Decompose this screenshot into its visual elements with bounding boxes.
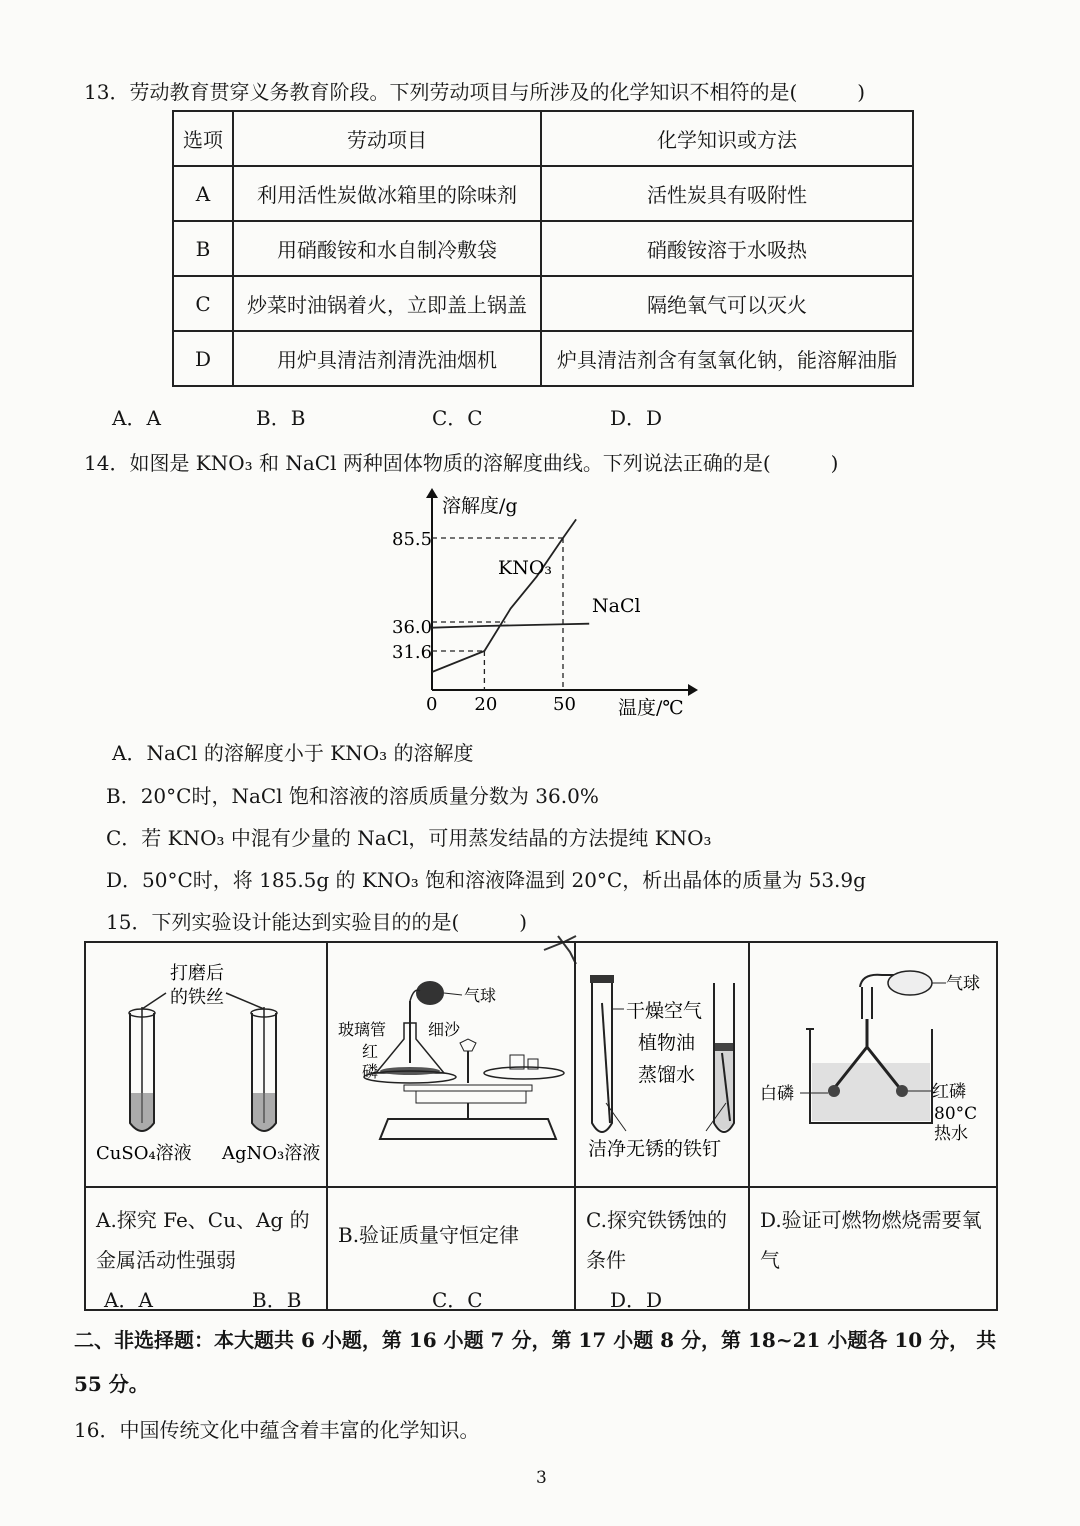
chart-axes bbox=[426, 488, 698, 719]
header-labor-item: 劳动项目 bbox=[233, 111, 541, 166]
series-nacl-line bbox=[432, 624, 589, 628]
row-labor: 用硝酸铵和水自制冷敷袋 bbox=[233, 221, 541, 276]
q13-option-c[interactable]: C．C bbox=[432, 406, 483, 430]
fig-a-test-tubes bbox=[86, 943, 326, 1181]
fig-d-temp-label: 80°C bbox=[934, 1104, 978, 1124]
table-row bbox=[173, 331, 913, 386]
row-labor: 炒菜时油锅着火，立即盖上锅盖 bbox=[233, 276, 541, 331]
fig-a-cell bbox=[85, 942, 327, 1187]
fig-b-phos-1: 红 bbox=[362, 1042, 379, 1061]
header-chem-knowledge: 化学知识或方法 bbox=[541, 111, 913, 166]
fig-b-cell bbox=[327, 942, 575, 1187]
series-label-kno3: KNO₃ bbox=[498, 557, 553, 579]
fig-a-right-label: AgNO₃溶液 bbox=[222, 1143, 321, 1164]
fig-c-rust bbox=[576, 943, 748, 1181]
fig-b-balance bbox=[328, 943, 574, 1181]
fig-b-glass-label: 玻璃管 bbox=[338, 1020, 387, 1039]
section2-line1: 二、非选择题：本大题共 6 小题，第 16 小题 7 分，第 17 小题 8 分，第 18~21 小题各 10 分， 共 bbox=[74, 1328, 997, 1352]
red-phosphorus bbox=[896, 1085, 908, 1097]
q15-option-a[interactable]: A．A bbox=[104, 1288, 153, 1312]
q15-table bbox=[84, 941, 998, 1311]
fig-c-nail-label: 洁净无锈的铁钉 bbox=[588, 1138, 722, 1160]
fig-a-left-label: CuSO₄溶液 bbox=[96, 1143, 192, 1164]
pointer-line bbox=[142, 993, 166, 1009]
fig-c-water-label: 蒸馏水 bbox=[638, 1064, 696, 1086]
q13-option-b[interactable]: B．B bbox=[256, 406, 306, 430]
y-tick-label: 85.5 bbox=[392, 529, 433, 550]
pointer-line bbox=[226, 993, 264, 1009]
caption-a: A.探究 Fe、Cu、Ag 的金属活动性强弱 bbox=[85, 1187, 327, 1310]
balloon-icon bbox=[888, 971, 932, 995]
row-option: C bbox=[173, 276, 233, 331]
q15-option-b[interactable]: B．B bbox=[252, 1288, 302, 1312]
solution-fill bbox=[253, 1093, 275, 1130]
q13-option-a[interactable]: A．A bbox=[112, 406, 161, 430]
q15-option-c[interactable]: C．C bbox=[432, 1288, 483, 1312]
fig-d-combustion bbox=[750, 943, 996, 1181]
balloon-icon bbox=[416, 981, 444, 1005]
fig-d-white-label: 白磷 bbox=[760, 1084, 794, 1104]
fig-d-red-label: 红磷 bbox=[932, 1082, 966, 1102]
q15-option-d[interactable]: D．D bbox=[610, 1288, 663, 1312]
row-option: A bbox=[173, 166, 233, 221]
section2-line2: 55 分。 bbox=[74, 1372, 149, 1396]
row-option: D bbox=[173, 331, 233, 386]
y-axis-label: 溶解度/g bbox=[442, 495, 518, 517]
q13-table bbox=[172, 110, 914, 387]
x-axis-label: 温度/℃ bbox=[618, 697, 684, 719]
q13-title: 13．劳动教育贯穿义务教育阶段。下列劳动项目与所涉及的化学知识不相符的是( ) bbox=[84, 80, 866, 104]
oil-layer bbox=[715, 1043, 733, 1051]
rider-scale bbox=[416, 1091, 526, 1103]
q14-option-d[interactable]: D．50°C时，将 185.5g 的 KNO₃ 饱和溶液降温到 20°C，析出晶体的质量为 53.9g bbox=[106, 868, 866, 892]
table-header-row bbox=[173, 111, 913, 166]
row-knowledge: 隔绝氧气可以灭火 bbox=[541, 276, 913, 331]
q13-option-d[interactable]: D．D bbox=[610, 406, 663, 430]
fig-a-label-2: 的铁丝 bbox=[170, 987, 224, 1008]
series-kno3-line bbox=[432, 519, 576, 672]
table-row bbox=[173, 221, 913, 276]
q15-title: 15．下列实验设计能达到实验目的的是( ) bbox=[106, 910, 528, 934]
fig-d-hot-label: 热水 bbox=[934, 1124, 968, 1144]
fig-d-cell bbox=[749, 942, 997, 1187]
caption-c: C.探究铁锈蚀的条件 bbox=[575, 1187, 749, 1310]
fig-d-balloon-label: 气球 bbox=[946, 974, 980, 994]
x-axis-arrow bbox=[688, 684, 698, 696]
q16-title: 16．中国传统文化中蕴含着丰富的化学知识。 bbox=[74, 1418, 480, 1442]
solution-fill bbox=[131, 1093, 153, 1130]
x-tick-label: 50 bbox=[553, 694, 576, 715]
row-knowledge: 活性炭具有吸附性 bbox=[541, 166, 913, 221]
q14-title: 14．如图是 KNO₃ 和 NaCl 两种固体物质的溶解度曲线。下列说法正确的是( ) bbox=[84, 451, 839, 475]
balance-base bbox=[380, 1119, 556, 1139]
white-phosphorus bbox=[828, 1085, 840, 1097]
y-tick-label: 36.0 bbox=[392, 617, 433, 638]
fig-a-label-1: 打磨后 bbox=[170, 963, 224, 984]
row-labor: 用炉具清洁剂清洗油烟机 bbox=[233, 331, 541, 386]
fig-c-oil-label: 植物油 bbox=[638, 1032, 696, 1054]
row-option: B bbox=[173, 221, 233, 276]
q14-option-a[interactable]: A．NaCl 的溶解度小于 KNO₃ 的溶解度 bbox=[112, 741, 474, 765]
row-knowledge: 硝酸铵溶于水吸热 bbox=[541, 221, 913, 276]
y-tick-label: 31.6 bbox=[392, 642, 433, 663]
x-tick-label: 0 bbox=[426, 694, 438, 715]
page-number: 3 bbox=[536, 1468, 547, 1488]
fig-b-sand-label: 细沙 bbox=[428, 1020, 461, 1039]
stopper bbox=[590, 975, 614, 983]
fig-c-air-label: 干燥空气 bbox=[626, 1000, 703, 1022]
table-row bbox=[173, 276, 913, 331]
fig-b-phos-2: 磷 bbox=[362, 1062, 379, 1081]
x-tick-label: 20 bbox=[474, 694, 498, 715]
q14-option-b[interactable]: B．20°C时，NaCl 饱和溶液的溶质质量分数为 36.0% bbox=[106, 784, 599, 808]
y-axis-arrow bbox=[426, 488, 438, 498]
figure-row bbox=[85, 942, 997, 1187]
table-row bbox=[173, 166, 913, 221]
row-knowledge: 炉具清洁剂含有氢氧化钠，能溶解油脂 bbox=[541, 331, 913, 386]
fig-b-balloon-label: 气球 bbox=[464, 986, 497, 1005]
row-labor: 利用活性炭做冰箱里的除味剂 bbox=[233, 166, 541, 221]
iron-nail bbox=[602, 1003, 610, 1123]
pointer-scale bbox=[460, 1039, 476, 1051]
caption-d: D.验证可燃物燃烧需要氧气 bbox=[749, 1187, 997, 1310]
caption-b: B.验证质量守恒定律 bbox=[327, 1187, 575, 1310]
series-label-nacl: NaCl bbox=[592, 595, 641, 617]
header-option: 选项 bbox=[173, 111, 233, 166]
solubility-chart bbox=[380, 484, 710, 724]
fig-c-cell bbox=[575, 942, 749, 1187]
caption-row bbox=[85, 1187, 997, 1310]
q14-option-c[interactable]: C．若 KNO₃ 中混有少量的 NaCl，可用蒸发结晶的方法提纯 KNO₃ bbox=[106, 826, 712, 850]
